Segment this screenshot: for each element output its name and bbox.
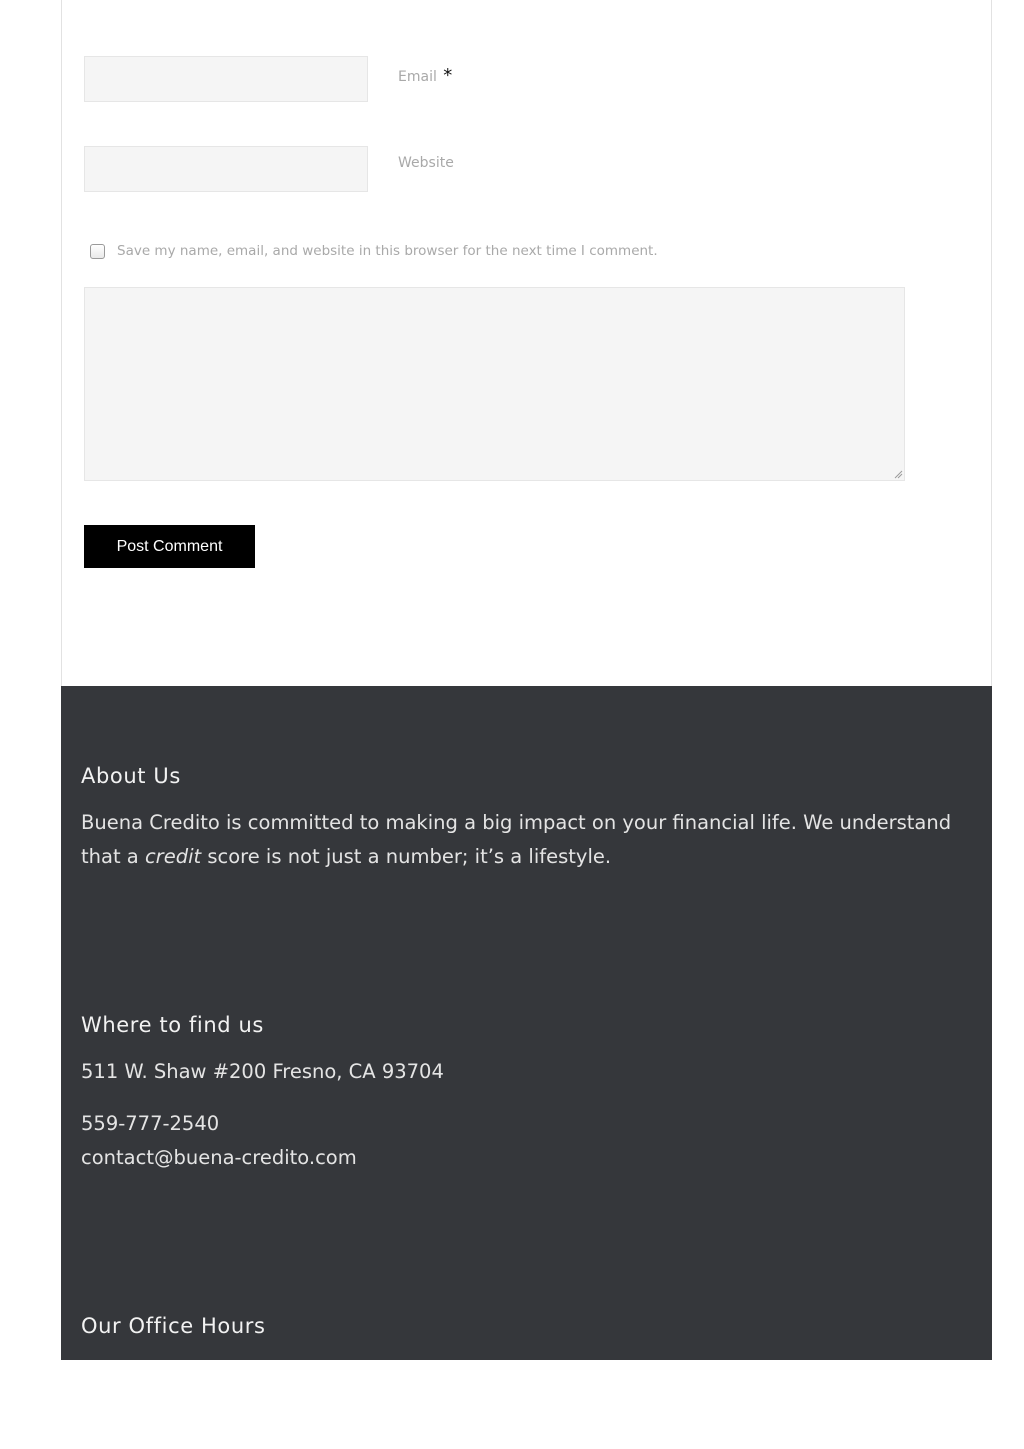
address-text: 511 W. Shaw #200 Fresno, CA 93704 xyxy=(81,1060,444,1083)
cookies-consent-checkbox[interactable] xyxy=(90,244,105,259)
location-heading: Where to find us xyxy=(81,1013,264,1037)
website-field[interactable] xyxy=(84,146,368,192)
comment-form xyxy=(61,0,992,686)
required-marker: * xyxy=(443,65,453,86)
email-field[interactable] xyxy=(84,56,368,102)
email-label-text: Email xyxy=(398,69,437,85)
page-wrapper xyxy=(61,0,992,1360)
post-comment-button[interactable]: Post Comment xyxy=(84,525,255,568)
about-text-start: Buena Credito is committed to making a big impact on your financial life. We understand that a xyxy=(81,811,952,868)
cookies-consent-label[interactable]: Save my name, email, and website in this browser for the next time I comment. xyxy=(117,243,658,259)
about-text-emphasis: credit xyxy=(144,845,202,868)
website-label xyxy=(398,155,454,171)
office-hours-heading: Our Office Hours xyxy=(81,1314,266,1338)
email-link[interactable]: contact@buena-credito.com xyxy=(81,1146,357,1169)
cookies-consent-row[interactable] xyxy=(90,243,658,259)
phone-number: 559-777-2540 xyxy=(81,1112,220,1135)
site-footer xyxy=(61,686,992,1360)
about-text-end: score is not just a number; it’s a lifestyle. xyxy=(201,845,612,868)
website-label-text: Website xyxy=(398,155,454,171)
email-link-wrapper xyxy=(81,1141,357,1175)
resize-handle-icon[interactable] xyxy=(893,469,903,479)
email-label xyxy=(398,65,452,86)
comment-textarea[interactable] xyxy=(84,287,905,481)
about-heading: About Us xyxy=(81,764,181,788)
about-text xyxy=(81,806,961,874)
